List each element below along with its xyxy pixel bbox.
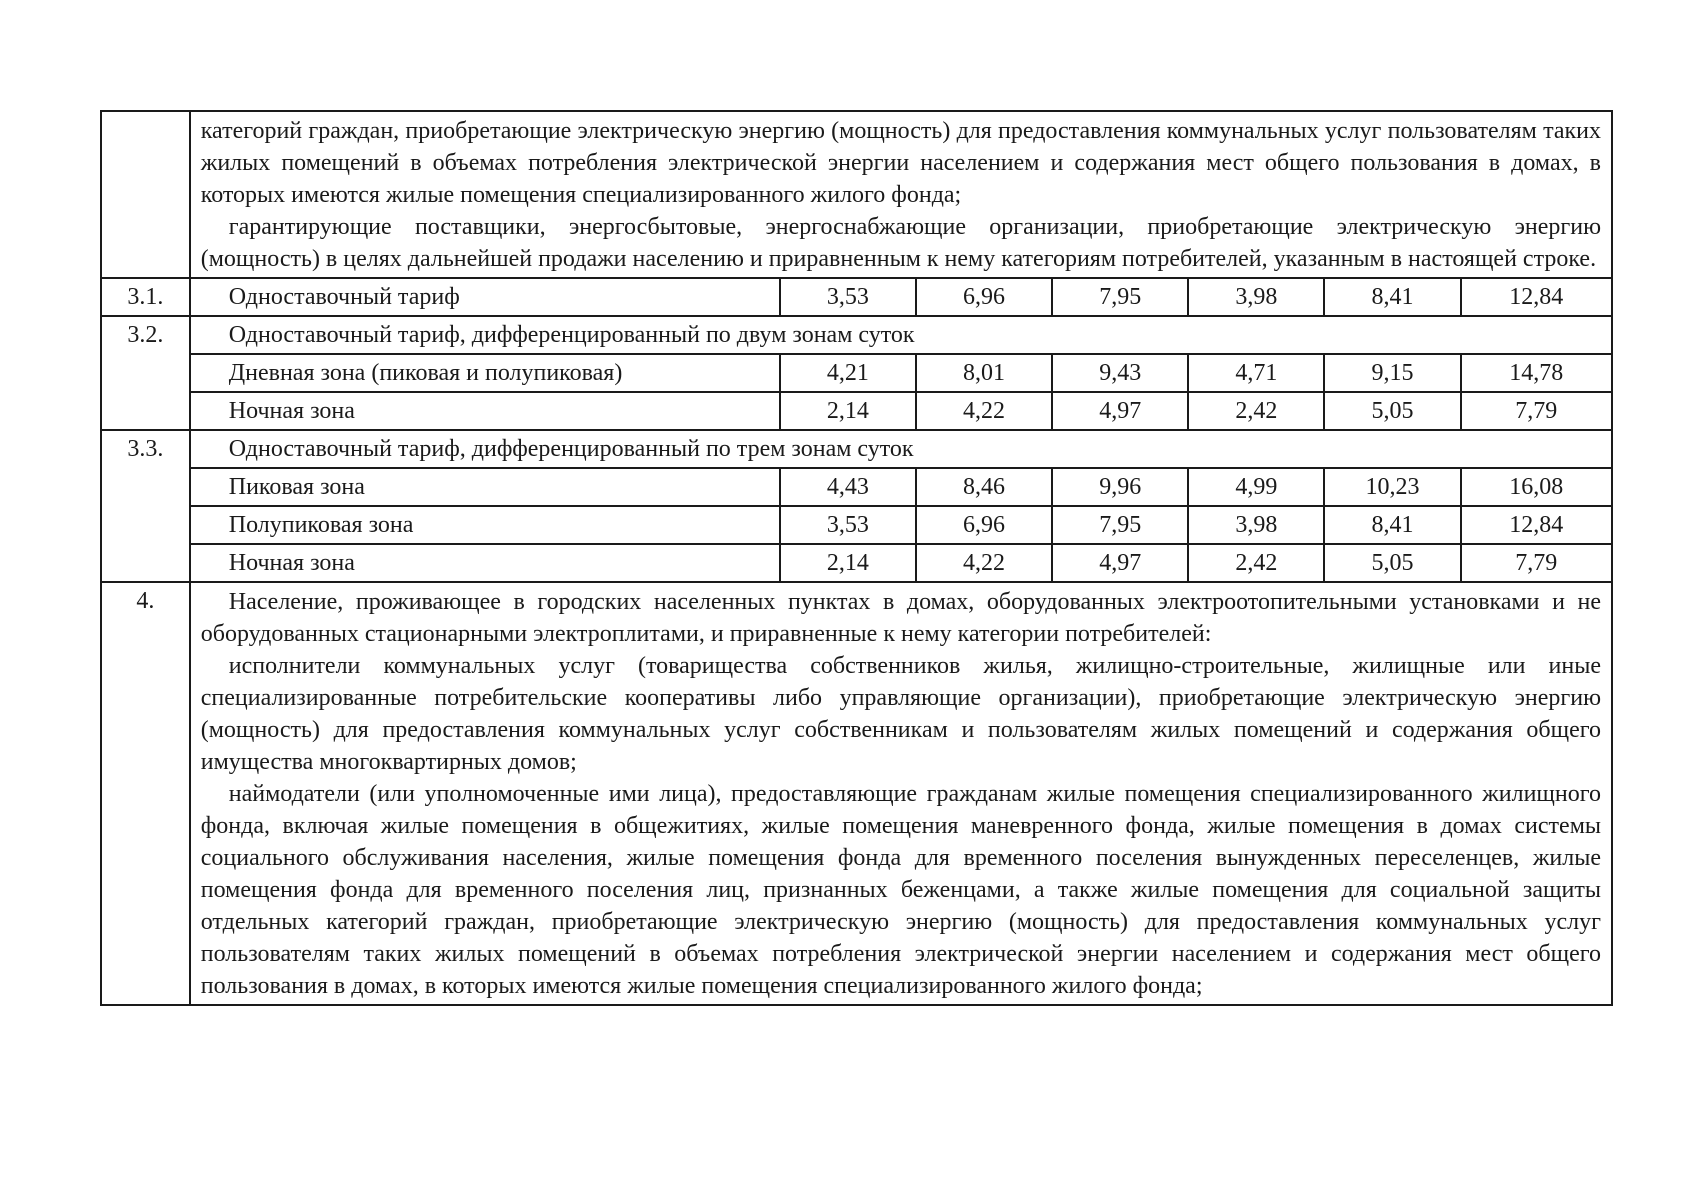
tariff-value: 6,96 (916, 278, 1052, 316)
tariff-name: Одноставочный тариф (190, 278, 780, 316)
tariff-value: 8,41 (1324, 278, 1460, 316)
tariff-table (100, 110, 1613, 1006)
table-row (101, 278, 1612, 316)
table-row (101, 544, 1612, 582)
tariff-value: 9,96 (1052, 468, 1188, 506)
table-row (101, 392, 1612, 430)
zone-name: Полупиковая зона (190, 506, 780, 544)
tariff-value: 14,78 (1461, 354, 1612, 392)
tariff-value: 4,97 (1052, 392, 1188, 430)
tariff-value: 8,46 (916, 468, 1052, 506)
zone-name: Ночная зона (190, 544, 780, 582)
tariff-value: 7,95 (1052, 278, 1188, 316)
zone-name: Пиковая зона (190, 468, 780, 506)
row-number: 3.3. (101, 430, 190, 582)
tariff-value: 3,98 (1188, 506, 1324, 544)
section4-paragraph: наймодатели (или уполномоченные ими лица), предоставляющие гражданам жилые помещения специализированного жилищного фонда, включая жилые помещения в общежитиях, жилые помещения маневренного фонда, жилые помещения в домах системы социального обслуживания населения, жилые помещения фонда для временного поселения вынужденных переселенцев, жилые помещения фонда для временного поселения лиц, признанных беженцами, а также жилые помещения для социальной защиты отдельных категорий граждан, приобретающие электрическую энергию (мощность) для предоставления коммунальных услуг пользователям таких жилых помещений в объемах потребления электрической энергии населением и содержания мест общего пользования в домах, в которых имеются жилые помещения специализированного жилого фонда; (200, 781, 1601, 999)
tariff-value: 4,71 (1188, 354, 1324, 392)
tariff-value: 9,43 (1052, 354, 1188, 392)
row-number: 3.1. (101, 278, 190, 316)
tariff-value: 10,23 (1324, 468, 1460, 506)
tariff-group-name: Одноставочный тариф, дифференцированный по трем зонам суток (190, 430, 1612, 468)
continued-section-num (101, 111, 190, 278)
tariff-value: 4,43 (780, 468, 916, 506)
tariff-value: 2,42 (1188, 392, 1324, 430)
tariff-value: 3,98 (1188, 278, 1324, 316)
tariff-value: 16,08 (1461, 468, 1612, 506)
table-row (101, 430, 1612, 468)
tariff-value: 3,53 (780, 506, 916, 544)
table-row (101, 468, 1612, 506)
row-number: 3.2. (101, 316, 190, 430)
tariff-value: 4,21 (780, 354, 916, 392)
tariff-value: 4,22 (916, 392, 1052, 430)
tariff-value: 9,15 (1324, 354, 1460, 392)
row-number: 4. (101, 582, 190, 1005)
tariff-value: 4,97 (1052, 544, 1188, 582)
table-row (101, 316, 1612, 354)
tariff-value: 4,99 (1188, 468, 1324, 506)
tariff-value: 5,05 (1324, 544, 1460, 582)
table-row (101, 354, 1612, 392)
zone-name: Дневная зона (пиковая и полупиковая) (190, 354, 780, 392)
tariff-value: 5,05 (1324, 392, 1460, 430)
continued-section-row (101, 111, 1612, 278)
tariff-value: 7,79 (1461, 544, 1612, 582)
zone-name: Ночная зона (190, 392, 780, 430)
tariff-value: 2,14 (780, 392, 916, 430)
section4-paragraph: исполнители коммунальных услуг (товарищества собственников жилья, жилищно-строительные, жилищные или иные специализированные потребительские кооперативы либо управляющие организации), приобретающие электрическую энергию (мощность) для предоставления коммунальных услуг собственникам и пользователям жилых помещений и содержания общего имущества многоквартирных домов; (200, 653, 1601, 775)
continued-paragraph: гарантирующие поставщики, энергосбытовые, энергоснабжающие организации, приобретающие электрическую энергию (мощность) в целях дальнейшей продажи населению и приравненным к нему категориям потребителей, указанным в настоящей строке. (200, 214, 1601, 272)
tariff-value: 12,84 (1461, 278, 1612, 316)
tariff-value: 8,41 (1324, 506, 1460, 544)
tariff-group-name: Одноставочный тариф, дифференцированный по двум зонам суток (190, 316, 1612, 354)
table-row (101, 506, 1612, 544)
tariff-value: 3,53 (780, 278, 916, 316)
continued-paragraph: категорий граждан, приобретающие электрическую энергию (мощность) для предоставления коммунальных услуг пользователям таких жилых помещений в объемах потребления электрической энергии населением и содержания мест общего пользования в домах, в которых имеются жилые помещения специализированного жилого фонда; (200, 118, 1601, 208)
tariff-value: 2,14 (780, 544, 916, 582)
continued-section-text (190, 111, 1612, 278)
section4-paragraph: Население, проживающее в городских населенных пунктах в домах, оборудованных электроотопительными установками и не оборудованных стационарными электроплитами, и приравненные к нему категории потребителей: (200, 589, 1601, 647)
tariff-value: 8,01 (916, 354, 1052, 392)
section4-row (101, 582, 1612, 1005)
tariff-value: 12,84 (1461, 506, 1612, 544)
tariff-value: 6,96 (916, 506, 1052, 544)
tariff-value: 7,95 (1052, 506, 1188, 544)
tariff-value: 7,79 (1461, 392, 1612, 430)
section4-text (190, 582, 1612, 1005)
tariff-value: 2,42 (1188, 544, 1324, 582)
tariff-value: 4,22 (916, 544, 1052, 582)
